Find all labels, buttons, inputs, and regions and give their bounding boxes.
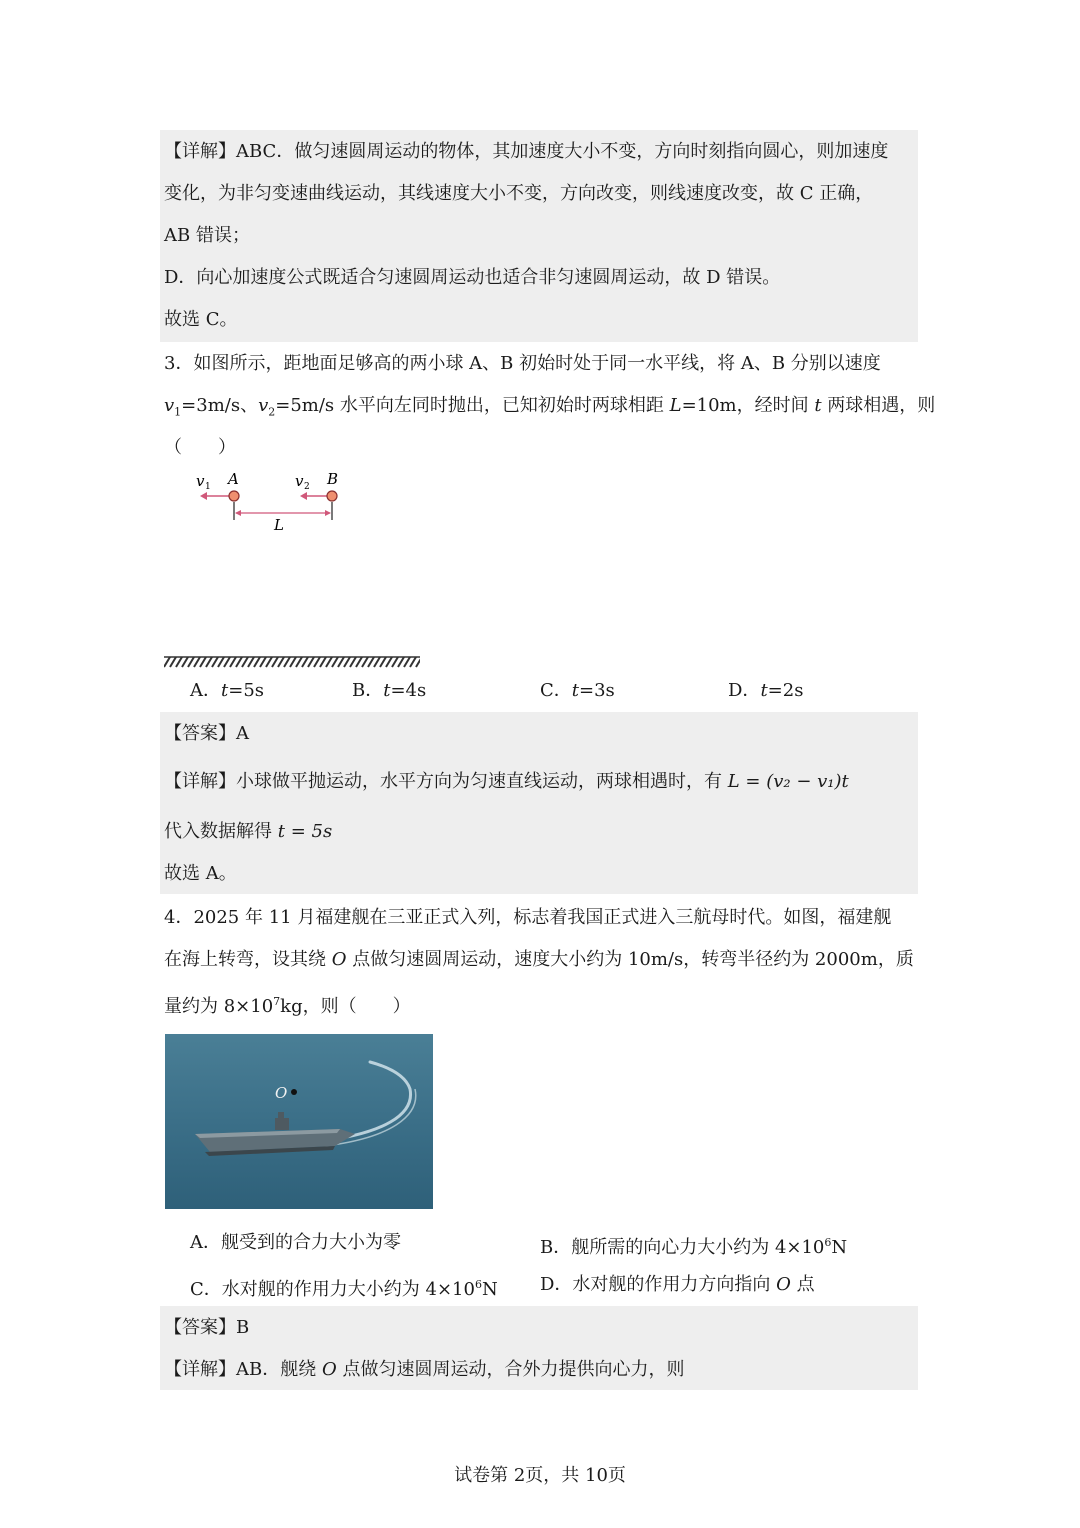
q4-stem-line2: 在海上转弯，设其绕 O 点做匀速圆周运动，速度大小约为 10m/s，转弯半径约为 2000m，质 [164, 949, 914, 970]
q3-option-b: B．t=4s [352, 680, 427, 701]
q3-paren: （ ） [164, 437, 236, 458]
diagram-A-label: A [228, 470, 239, 488]
q3-v1: v [164, 395, 175, 416]
q3-stem-line2 [164, 392, 935, 427]
q4-option-a: A．舰受到的合力大小为零 [190, 1232, 401, 1253]
q3-answer: 【答案】A [164, 723, 249, 744]
q4-answer: 【答案】B [164, 1317, 250, 1338]
diagram-v2-arrowhead [300, 492, 307, 500]
ball-A [229, 491, 239, 501]
explain1-line3: AB 错误； [164, 225, 250, 246]
q3-calc: 代入数据解得 t = 5s [164, 821, 333, 842]
diagram-L-left-head [235, 510, 241, 516]
q3-v1-sub: 1 [174, 405, 182, 419]
diagram-v1-label: v [196, 472, 205, 490]
q4-stem-line3: 量约为 $8\times 10^7kg$，则（ ） [164, 995, 411, 1017]
explanation-block-2 [160, 712, 918, 894]
explain1-line2: 变化，为非匀变速曲线运动，其线速度大小不变，方向改变，则线速度改变，故 C 正确， [164, 183, 874, 204]
explain1-line1: 【详解】ABC．做匀速圆周运动的物体，其加速度大小不变，方向时刻指向圆心，则加速度 [164, 141, 889, 162]
q3-calc-formula: t = 5s [277, 821, 333, 842]
ball-B [327, 491, 337, 501]
q3-L: L [669, 395, 682, 416]
photo-O-label: O [275, 1084, 288, 1102]
diagram-v2-sub: 2 [304, 482, 310, 492]
q3-formula: L = (v₂ − v₁)t [727, 771, 849, 792]
diagram-L-label: L [274, 516, 284, 534]
diagram-v2-label: v [295, 472, 304, 490]
diagram-v1-sub: 1 [205, 482, 211, 492]
q3-diagram [190, 468, 350, 538]
q3-L-val: =10m，经时间 [681, 395, 815, 416]
q4-detail: 【详解】AB．舰绕 O 点做匀速圆周运动，合外力提供向心力，则 [164, 1359, 685, 1380]
q3-tail: 两球相遇，则 [821, 395, 936, 416]
q3-v2-sub: 2 [268, 405, 276, 419]
q4-stem-line1: 4．2025 年 11 月福建舰在三亚正式入列，标志着我国正式进入三航母时代。如图，福建舰 [164, 907, 892, 928]
q3-v2: v [258, 395, 269, 416]
q3-choose: 故选 A。 [164, 863, 237, 884]
q3-t: t [814, 395, 822, 416]
aircraft-carrier-photo [165, 1034, 433, 1209]
diagram-L-right-head [325, 510, 331, 516]
q3-detail: 【详解】小球做平抛运动，水平方向为匀速直线运动，两球相遇时，有 L = (v₂ − v₁)t [164, 771, 849, 792]
explain1-line5: 故选 C。 [164, 309, 238, 330]
q4-option-c: C．水对舰的作用力大小约为 $4\times 10^6N$ [190, 1278, 498, 1300]
diagram-v1-arrowhead [200, 492, 207, 500]
q4-option-d: D．水对舰的作用力方向指向 O 点 [540, 1274, 815, 1295]
q3-v2-val: =5m/s 水平向左同时抛出，已知初始时两球相距 [275, 395, 670, 416]
explain1-line4: D．向心加速度公式既适合匀速圆周运动也适合非匀速圆周运动，故 D 错误。 [164, 267, 781, 288]
center-point-O [291, 1089, 297, 1095]
page-footer: 试卷第 2页，共 10页 [454, 1465, 626, 1486]
q3-option-d: D．t=2s [728, 680, 804, 701]
diagram-B-label: B [327, 470, 339, 488]
q3-stem-line1: 3．如图所示，距地面足够高的两小球 A、B 初始时处于同一水平线，将 A、B 分别以速度 [164, 353, 881, 374]
q3-option-a: A．t=5s [190, 680, 265, 701]
q3-v1-val: =3m/s、 [181, 395, 259, 416]
q3-option-c: C．t=3s [540, 680, 615, 701]
q4-option-b: B．舰所需的向心力大小约为 $4\times 10^6N$ [540, 1236, 848, 1258]
ground-hatch [164, 655, 420, 669]
